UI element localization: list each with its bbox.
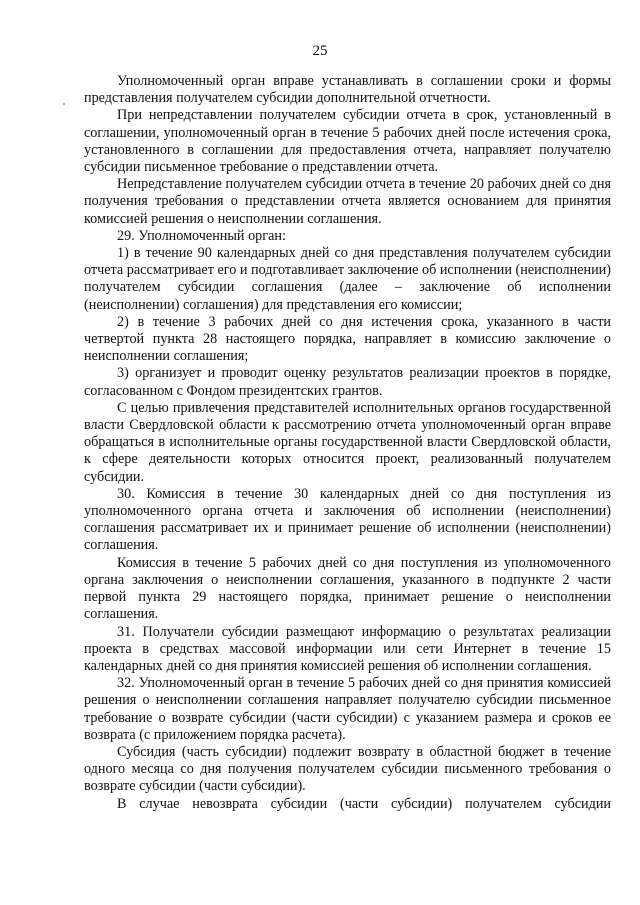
document-body	[84, 73, 611, 813]
paragraph-32-refund: Субсидия (часть субсидии) подлежит возврату в областной бюджет в течение одного месяца со дня получения получателем субсидии письменного требования о возврате субсидии (части субсидии).	[84, 743, 611, 795]
paragraph-non-refund: В случае невозврата субсидии (части субсидии) получателем субсидии	[117, 795, 611, 812]
paragraph-31: 31. Получатели субсидии размещают информацию о результатах реализации проекта в средствах массовой информации или сети Интернет в течение 15 календарных дней со дня принятия комиссией решения об исполнении соглашения.	[84, 623, 611, 674]
page-number: 25	[312, 43, 328, 59]
paragraph-non-submission-20-days: Непредставление получателем субсидии отчета в течение 20 рабочих дней со дня получения требования о представлении отчета является основанием для принятия комиссией решения о неисполнении соглашения.	[84, 176, 611, 227]
paragraph-29-item-3: 3) организует и проводит оценку результатов реализации проектов в порядке, согласованном с Фондом президентских грантов.	[84, 365, 611, 399]
paragraph-executive-bodies: С целью привлечения представителей исполнительных органов государственной власти Свердловской области к рассмотрению отчета уполномоченный орган вправе обращаться в исполнительные органы государственной власти Свердловской области, к сфере деятельности которых относится проект, реализованный получателем субсидии.	[84, 399, 611, 485]
paragraph-30: 30. Комиссия в течение 30 календарных дней со дня поступления из уполномоченного органа отчета и заключения об исполнении (неисполнении) соглашения рассматривает их и принимает решение об исполнении (неисполнении) соглашения.	[84, 485, 611, 554]
paragraph-29-item-2: 2) в течение 3 рабочих дней со дня истечения срока, указанного в части четвертой пункта 28 настоящего порядка, направляет в комиссию заключение о неисполнении соглашения;	[84, 313, 611, 365]
paragraph-29-heading: 29. Уполномоченный орган:	[117, 227, 286, 244]
paragraph-30-commission: Комиссия в течение 5 рабочих дней со дня поступления из уполномоченного органа заключения о неисполнении соглашения, указанного в подпункте 2 части первой пункта 29 настоящего порядка, принимает решение о неисполнении соглашения.	[84, 554, 611, 623]
paragraph-29-item-1: 1) в течение 90 календарных дней со дня представления получателем субсидии отчета рассматривает его и подготавливает заключение об исполнении (неисполнении) получателем субсидии соглашения (далее – заключение об исполнении (неисполнении) соглашения) для представления его комиссии;	[84, 245, 611, 313]
paragraph-reporting-terms: Уполномоченный орган вправе устанавливать в соглашении сроки и формы представления получателем субсидии дополнительной отчетности.	[84, 73, 611, 107]
paragraph-32: 32. Уполномоченный орган в течение 5 рабочих дней со дня принятия комиссией решения о неисполнении соглашения направляет получателю субсидии письменное требование о возврате субсидии (части субсидии) с указанием размера и сроков ее возврата (с приложением порядка расчета).	[84, 675, 611, 743]
paragraph-non-submission: При непредставлении получателем субсидии отчета в срок, установленный в соглашении, уполномоченный орган в течение 5 рабочих дней после истечения срока, установленного в соглашении для предоставления отчета, направляет получателю субсидии письменное требование о представлении отчета.	[84, 107, 611, 176]
scan-speck	[63, 103, 65, 105]
